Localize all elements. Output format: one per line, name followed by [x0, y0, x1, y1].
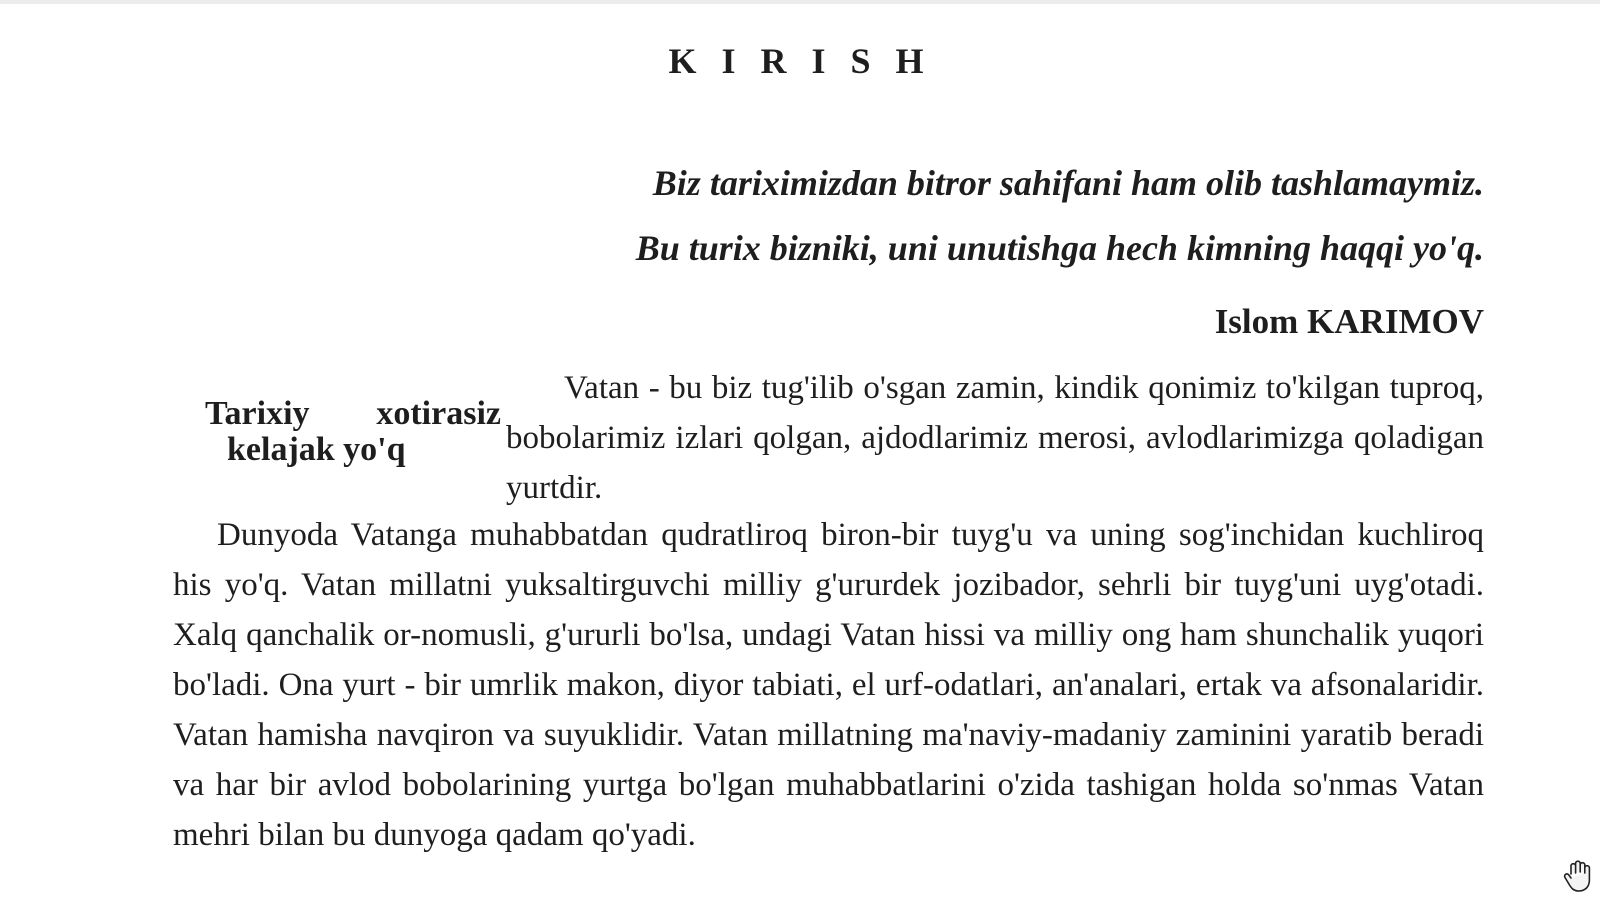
epigraph-line-2: Bu turix bizniki, uni unutishga hech kimning haqqi yo'q. [635, 228, 1484, 268]
margin-heading-word-1: Tarixiy [205, 395, 310, 432]
epigraph-line-1: Biz tariximizdan bitror sahifani ham olib tashlamaymiz. [652, 163, 1484, 203]
margin-heading-word-2: xotirasiz [376, 395, 501, 432]
page-title: K I R I S H [668, 41, 932, 81]
paragraph-1: Vatan - bu biz tug'ilib o'sgan zamin, kindik qonimiz to'kilgan tuproq, bobolarimiz izlari qolgan, ajdodlarimiz merosi, avlodlarimizga qoladigan yurtdir. [506, 370, 1484, 506]
epigraph-author: Islom KARIMOV [1214, 302, 1484, 341]
paragraph-2: Dunyoda Vatanga muhabbatdan qudratliroq biron-bir tuyg'u va uning sog'inchidan kuchliroq his yo'q. Vatan millatni yuksaltirguvchi milliy g'ururdek jozibador, sehrli bir tuyg'uni uyg'otadi. Xalq qanchalik or-nomusli, g'ururli bo'lsa, undagi Vatan hissi va milliy ong ham shunchalik yuqori bo'ladi. Ona yurt - bir umrlik makon, diyor tabiati, el urf-odatlari, an'analari, ertak va afsonalaridir. Vatan hamisha navqiron va suyuklidir. Vatan millatning ma'naviy-madaniy zaminini yaratib beradi va har bir avlod bobolarining yurtga bo'lgan muhabbatlarini o'zida tashigan holda so'nmas Vatan mehri bilan bu dunyoga qadam qo'yadi. [173, 517, 1484, 853]
margin-heading-line-1 [205, 396, 501, 432]
margin-heading [205, 396, 501, 468]
margin-heading-line-2: kelajak yo'q [227, 431, 406, 468]
hand-grab-icon [1562, 858, 1594, 894]
